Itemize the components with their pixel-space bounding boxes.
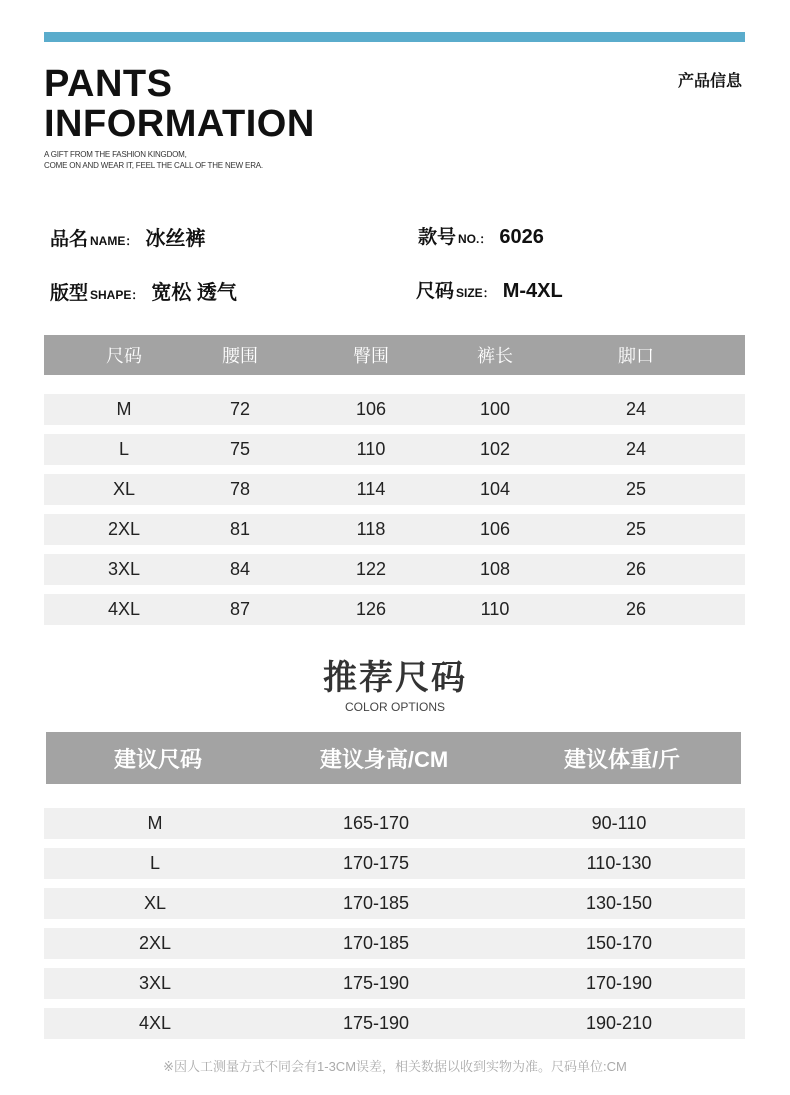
- table-cell: 170-185: [342, 893, 410, 913]
- table-cell: 2XL: [138, 933, 172, 953]
- table-cell: L: [118, 439, 130, 459]
- table-cell: 3XL: [138, 973, 172, 993]
- table-cell: 84: [229, 559, 251, 579]
- table-cell: 170-185: [342, 933, 410, 953]
- table-cell: 114: [356, 479, 386, 499]
- page-title: [44, 64, 315, 144]
- table-cell: 4XL: [138, 1013, 172, 1033]
- size-table-header-cell: 裤长: [477, 346, 513, 366]
- footnote: ※因人工测量方式不同会有1-3CM误差，相关数据以收到实物为准。尺码单位:CM: [163, 1059, 627, 1074]
- cn-section-title: 产品信息: [677, 73, 742, 90]
- table-cell: 24: [625, 439, 647, 459]
- info-no: [418, 222, 544, 249]
- table-row: [44, 968, 745, 999]
- table-cell: 110: [356, 439, 386, 459]
- info-shape-label-en: SHAPE：: [90, 288, 144, 302]
- table-cell: XL: [143, 893, 167, 913]
- recommend-header-cell: 建议尺码: [113, 746, 203, 772]
- table-cell: 106: [355, 399, 387, 419]
- table-cell: 4XL: [107, 599, 141, 619]
- size-table-header-cell: 腰围: [222, 346, 258, 366]
- info-shape-value: 宽松 透气: [151, 282, 237, 304]
- accent-bar: [44, 32, 745, 42]
- table-cell: 87: [229, 599, 251, 619]
- recommend-title: 推荐尺码: [323, 659, 467, 697]
- table-cell: XL: [112, 479, 136, 499]
- table-row: [44, 888, 745, 919]
- table-cell: 175-190: [342, 973, 410, 993]
- table-cell: 170-190: [585, 973, 653, 993]
- table-cell: 78: [229, 479, 251, 499]
- table-cell: 102: [479, 439, 511, 459]
- table-row: [44, 1008, 745, 1039]
- table-cell: 2XL: [107, 519, 141, 539]
- table-cell: 130-150: [585, 893, 653, 913]
- info-size: [416, 276, 563, 303]
- table-row: [44, 928, 745, 959]
- table-cell: M: [116, 399, 132, 419]
- table-cell: 165-170: [342, 813, 410, 833]
- table-row: [44, 594, 745, 625]
- table-cell: 25: [625, 519, 647, 539]
- info-no-label: 款号: [418, 227, 457, 248]
- tagline-line-2: COME ON AND WEAR IT, FEEL THE CALL OF THE NEW ERA.: [44, 161, 263, 170]
- table-cell: L: [149, 853, 161, 873]
- table-row: [44, 474, 745, 505]
- table-cell: 75: [229, 439, 251, 459]
- table-row: [44, 554, 745, 585]
- size-table-header: [44, 335, 745, 375]
- info-name-value: 冰丝裤: [145, 228, 206, 250]
- table-cell: 175-190: [342, 1013, 410, 1033]
- table-cell: 108: [479, 559, 511, 579]
- info-name-label-en: NAME：: [90, 234, 138, 248]
- table-cell: 150-170: [585, 933, 653, 953]
- table-cell: 24: [625, 399, 647, 419]
- table-row: [44, 848, 745, 879]
- table-cell: 25: [625, 479, 647, 499]
- table-cell: 190-210: [585, 1013, 653, 1033]
- table-cell: 3XL: [107, 559, 141, 579]
- info-shape: [50, 276, 237, 305]
- tagline: [44, 149, 263, 171]
- title-line-1: PANTS: [44, 63, 173, 105]
- table-cell: 90-110: [591, 813, 647, 833]
- recommend-header-cell: 建议身高/CM: [319, 746, 449, 772]
- recommend-table-header: [46, 732, 741, 784]
- table-cell: 26: [625, 559, 647, 579]
- table-row: [44, 514, 745, 545]
- table-row: [44, 394, 745, 425]
- table-cell: 81: [229, 519, 251, 539]
- size-table-header-cell: 尺码: [106, 346, 142, 366]
- table-cell: 170-175: [342, 853, 410, 873]
- recommend-subtitle: COLOR OPTIONS: [344, 700, 445, 714]
- info-name: [50, 222, 205, 251]
- table-cell: 110-130: [586, 853, 652, 873]
- size-table-header-cell: 脚口: [618, 346, 654, 366]
- info-no-value: 6026: [499, 226, 544, 248]
- size-table-header-cell: 臀围: [353, 346, 389, 366]
- info-name-label: 品名: [50, 229, 89, 250]
- table-row: [44, 808, 745, 839]
- table-cell: 26: [625, 599, 647, 619]
- table-cell: 104: [479, 479, 511, 499]
- table-row: [44, 434, 745, 465]
- info-size-label-en: SIZE：: [456, 286, 495, 300]
- tagline-line-1: A GIFT FROM THE FASHION KINGDOM,: [44, 150, 187, 159]
- table-cell: 100: [479, 399, 511, 419]
- table-cell: 122: [355, 559, 387, 579]
- recommend-header-cell: 建议体重/斤: [563, 746, 681, 772]
- info-no-label-en: NO.：: [458, 232, 492, 246]
- table-cell: M: [147, 813, 163, 833]
- table-cell: 118: [356, 519, 386, 539]
- title-line-2: INFORMATION: [44, 103, 315, 145]
- info-size-value: M-4XL: [502, 280, 563, 302]
- table-cell: 106: [479, 519, 511, 539]
- table-cell: 110: [480, 599, 510, 619]
- table-cell: 126: [355, 599, 387, 619]
- table-cell: 72: [229, 399, 251, 419]
- info-shape-label: 版型: [50, 283, 89, 304]
- info-size-label: 尺码: [416, 281, 455, 302]
